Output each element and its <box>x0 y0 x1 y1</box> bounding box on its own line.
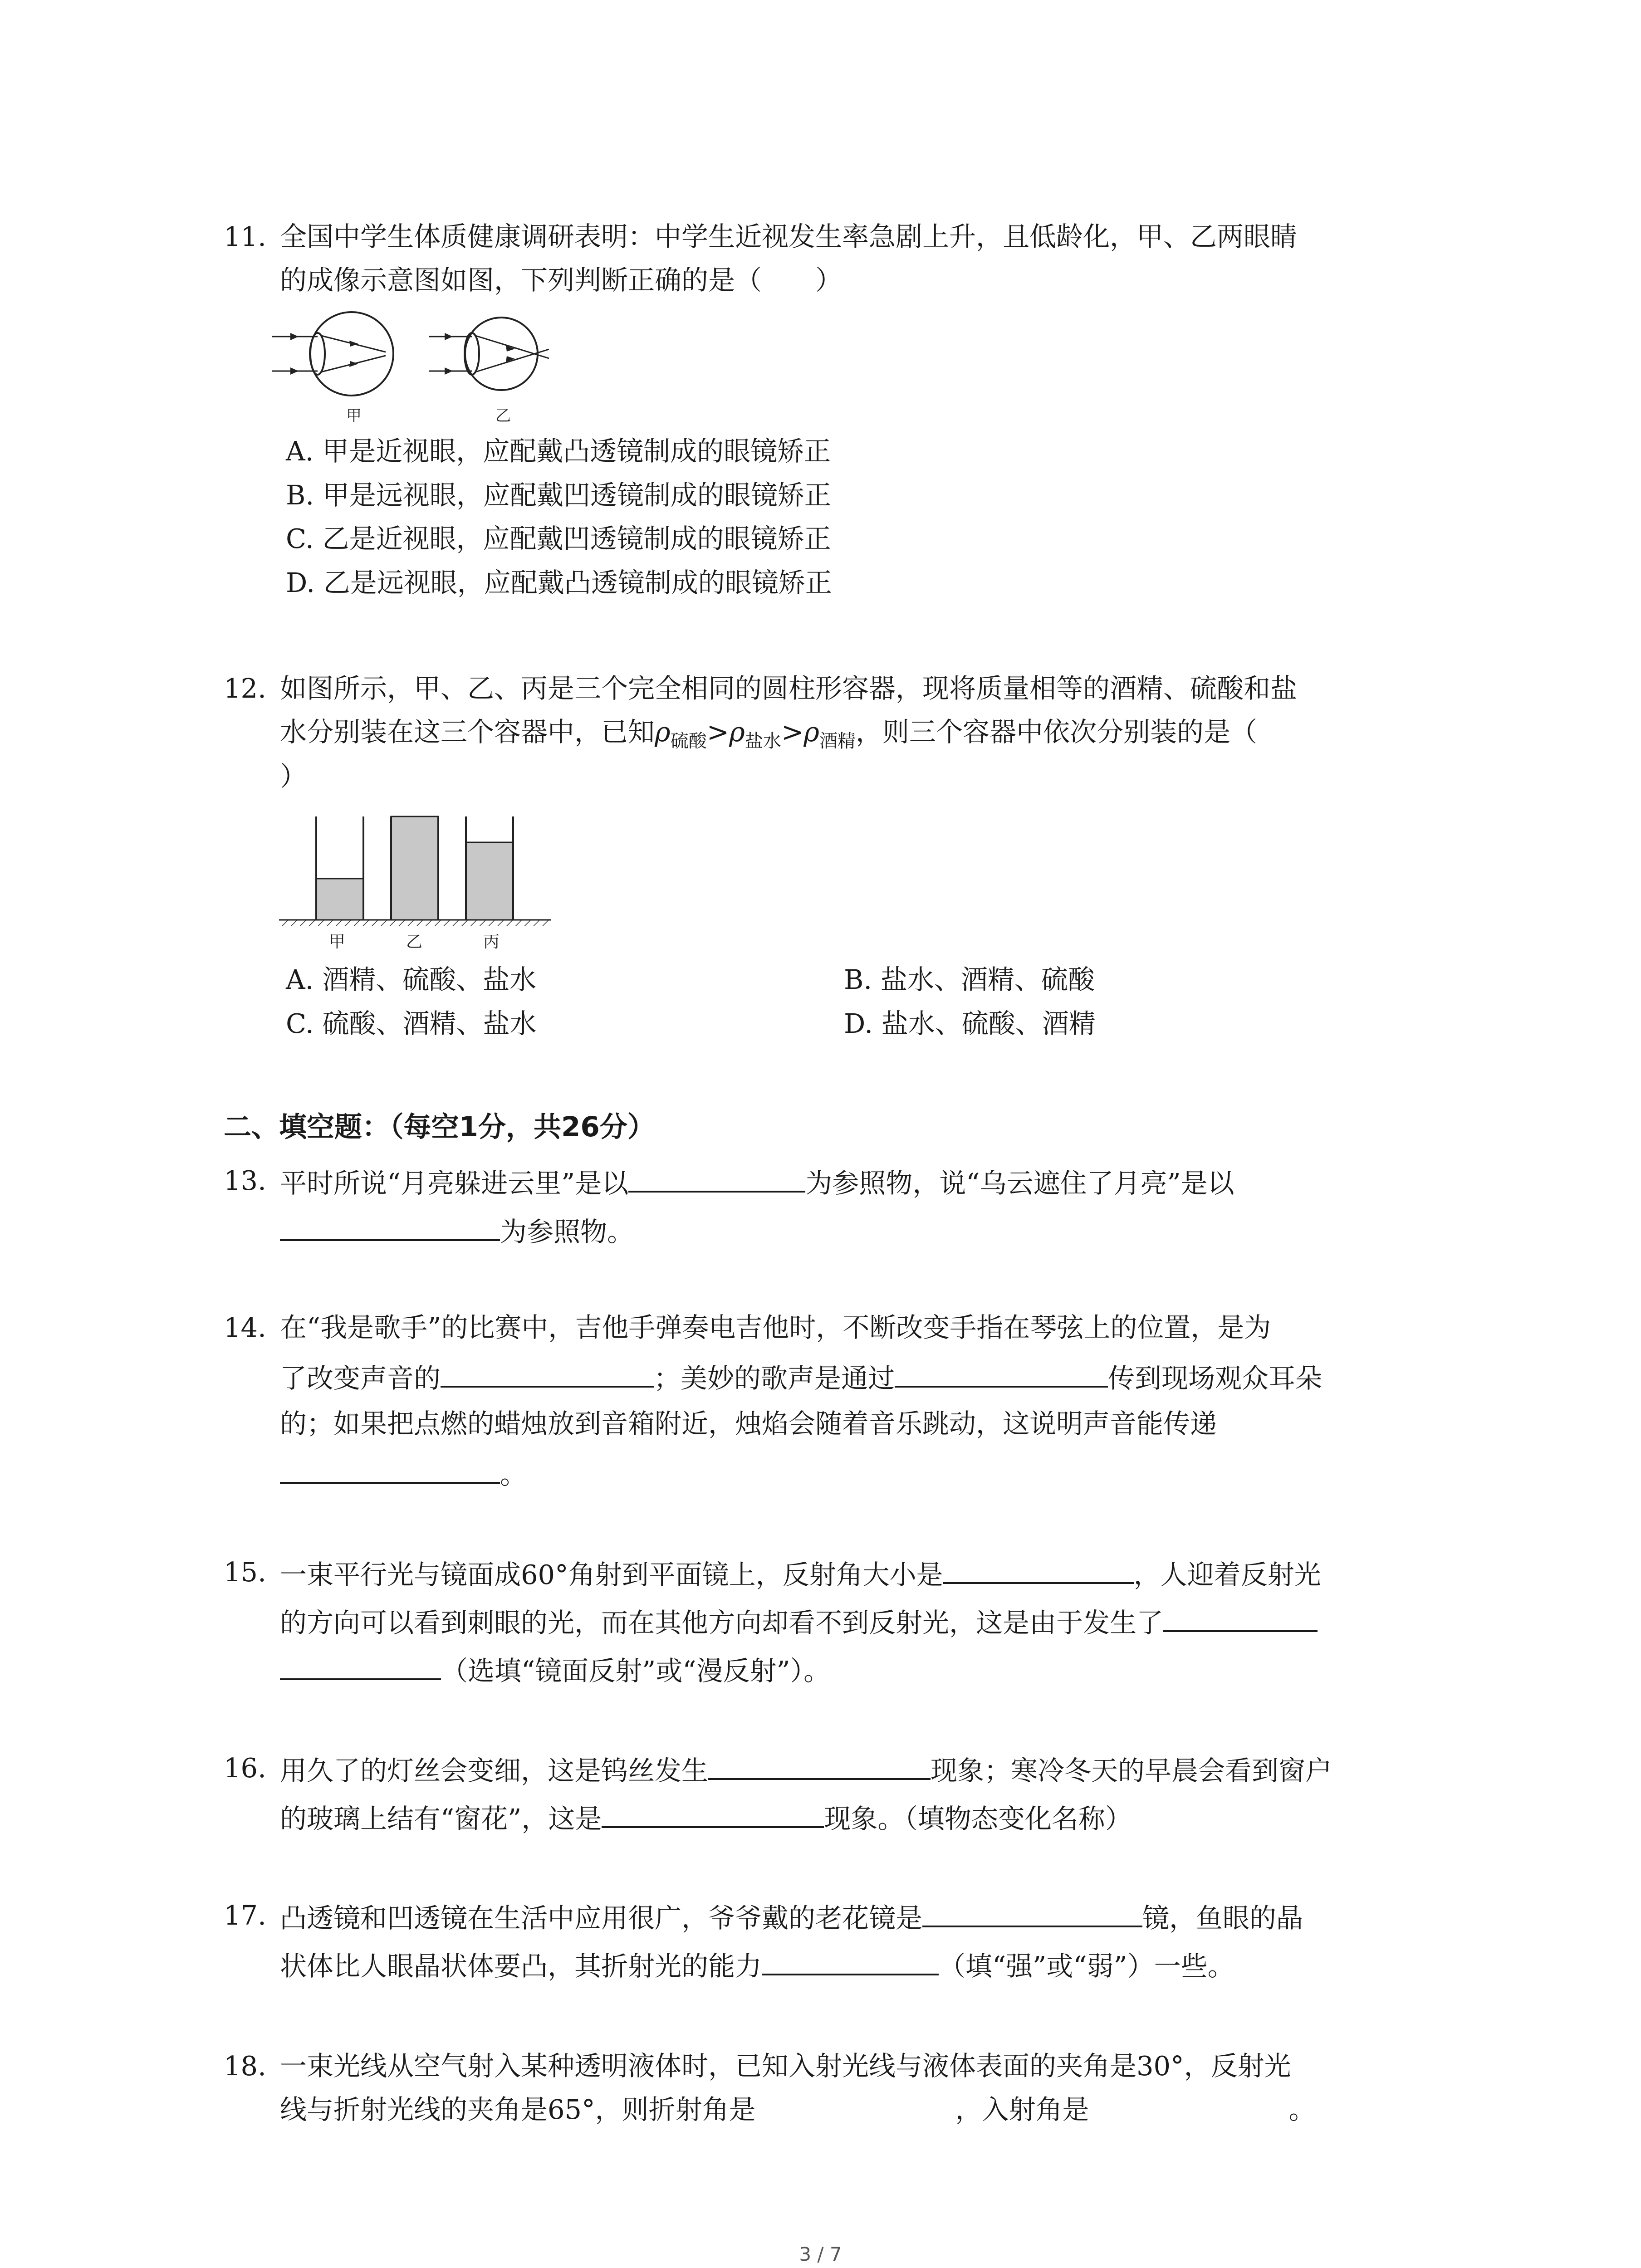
q11-option-a: A. 甲是近视眼，应配戴凸透镜制成的眼镜矫正 <box>286 435 831 467</box>
rho-symbol: ρ <box>729 716 745 748</box>
q16-text-a: 用久了的灯丝会变细，这是钨丝发生 <box>280 1755 709 1786</box>
q12-line2 <box>280 714 1257 759</box>
rho-symbol: ρ <box>803 716 819 748</box>
q15-blank-2[interactable] <box>1163 1602 1318 1632</box>
q12-line3: ） <box>280 761 307 792</box>
liquid-bing <box>466 842 513 920</box>
q11-line1: 全国中学生体质健康调研表明：中学生近视发生率急剧上升，且低龄化，甲、乙两眼睛 <box>280 221 1298 252</box>
container-label-bing: 丙 <box>483 933 500 951</box>
q14-text-c: 传到现场观众耳朵 <box>1108 1363 1323 1394</box>
ground-hatch <box>279 920 551 926</box>
q12-option-d: D. 盐水、硫酸、酒精 <box>844 1008 1096 1039</box>
q12-line2-pre: 水分别装在这三个容器中，已知 <box>280 716 655 748</box>
liquid-jia <box>316 879 363 920</box>
q16-line2 <box>280 1798 1132 1837</box>
q13-text-c: 为参照物。 <box>500 1216 634 1247</box>
q16-number: 16. <box>224 1752 266 1784</box>
gt-symbol: > <box>706 716 730 748</box>
q17-text-b: 镜，鱼眼的晶 <box>1142 1902 1303 1934</box>
rho-symbol: ρ <box>655 716 671 748</box>
q15-line2 <box>280 1602 1318 1641</box>
q13-number: 13. <box>224 1165 266 1196</box>
q13-text-a: 平时所说“月亮躲进云里”是以 <box>280 1168 629 1199</box>
eye-a-label: 甲 <box>346 407 362 425</box>
q18-line2 <box>280 2092 1316 2128</box>
q15-blank-1[interactable] <box>943 1554 1134 1584</box>
q14-line1: 在“我是歌手”的比赛中，吉他手弹奏电吉他时，不断改变手指在琴弦上的位置，是为 <box>280 1312 1271 1343</box>
q14-line2 <box>280 1358 1322 1397</box>
q18-text-b: ，入射角是 <box>955 2094 1089 2125</box>
q15-text-b: ，人迎着反射光 <box>1133 1559 1321 1590</box>
q14-text-d: 。 <box>500 1459 527 1490</box>
q11-option-b: B. 甲是远视眼，应配戴凹透镜制成的眼镜矫正 <box>286 479 831 511</box>
container-yi <box>391 816 438 920</box>
q17-text-c: 状体比人眼晶状体要凸，其折射光的能力 <box>280 1950 762 1982</box>
q14-number: 14. <box>224 1312 266 1343</box>
q13-blank-1[interactable] <box>628 1163 805 1193</box>
q11-option-c: C. 乙是近视眼，应配戴凹透镜制成的眼镜矫正 <box>286 523 831 554</box>
container-bing <box>466 816 513 920</box>
gt-symbol: > <box>781 716 804 748</box>
q17-blank-2[interactable] <box>762 1945 939 1975</box>
q17-text-d: （填“强”或“弱”）一些。 <box>939 1950 1234 1982</box>
section-heading: 二、填空题：（每空1分，共26分） <box>224 1111 655 1143</box>
q15-text-d: （选填“镜面反射”或“漫反射”）。 <box>441 1655 831 1686</box>
q13-line2 <box>280 1211 634 1250</box>
rho-sub-brine: 盐水 <box>745 730 781 752</box>
q16-line1 <box>280 1750 1332 1789</box>
q11-line2: 的成像示意图如图，下列判断正确的是（ ） <box>280 264 843 296</box>
q13-text-b: 为参照物，说“乌云遮住了月亮”是以 <box>805 1168 1234 1199</box>
q13-blank-2[interactable] <box>280 1211 500 1241</box>
q16-text-d: 现象。（填物态变化名称） <box>824 1803 1132 1834</box>
q12-option-b: B. 盐水、酒精、硫酸 <box>844 964 1095 995</box>
q16-blank-2[interactable] <box>602 1798 824 1828</box>
q18-text-a: 线与折射光线的夹角是65°，则折射角是 <box>280 2094 756 2125</box>
q16-text-c: 的玻璃上结有“窗花”，这是 <box>280 1803 602 1834</box>
eye-b-label: 乙 <box>495 407 511 425</box>
q15-blank-2-cont[interactable] <box>280 1650 441 1680</box>
container-jia <box>316 816 363 920</box>
eye-diagram <box>272 308 572 426</box>
q12-number: 12. <box>224 673 266 704</box>
q12-line1: 如图所示，甲、乙、丙是三个完全相同的圆柱形容器，现将质量相等的酒精、硫酸和盐 <box>280 673 1298 704</box>
q17-line1 <box>280 1897 1303 1936</box>
q14-line3: 的；如果把点燃的蜡烛放到音箱附近，烛焰会随着音乐跳动，这说明声音能传递 <box>280 1408 1217 1439</box>
container-label-yi: 乙 <box>406 933 423 951</box>
q14-text-a: 了改变声音的 <box>280 1363 441 1394</box>
q12-option-a: A. 酒精、硫酸、盐水 <box>286 964 537 995</box>
q16-text-b: 现象；寒冷冬天的早晨会看到窗户 <box>931 1755 1332 1786</box>
page-number: 3 / 7 <box>799 2243 842 2265</box>
q14-line4 <box>280 1454 527 1493</box>
eye-a <box>272 312 393 425</box>
q11-option-d: D. 乙是远视眼，应配戴凸透镜制成的眼镜矫正 <box>286 567 832 598</box>
q15-line3 <box>280 1650 830 1689</box>
q16-blank-1[interactable] <box>708 1750 931 1780</box>
eye-b <box>429 318 549 425</box>
q18-line1: 一束光线从空气射入某种透明液体时，已知入射光线与液体表面的夹角是30°，反射光 <box>280 2050 1291 2082</box>
q14-blank-2[interactable] <box>895 1358 1108 1388</box>
q14-text-b: ；美妙的歌声是通过 <box>654 1363 895 1394</box>
rho-sub-alcohol: 酒精 <box>819 730 856 752</box>
q17-line2 <box>280 1945 1234 1984</box>
q17-text-a: 凸透镜和凹透镜在生活中应用很广，爷爷戴的老花镜是 <box>280 1902 923 1934</box>
container-diagram <box>279 803 560 953</box>
q15-number: 15. <box>224 1556 266 1588</box>
q13-line1 <box>280 1163 1234 1202</box>
q18-text-c: 。 <box>1288 2094 1316 2125</box>
q17-blank-1[interactable] <box>922 1897 1142 1927</box>
rho-sub-sulfuric: 硫酸 <box>670 730 707 752</box>
container-label-jia: 甲 <box>329 933 346 951</box>
q15-text-a: 一束平行光与镜面成60°角射到平面镜上，反射角大小是 <box>280 1559 943 1590</box>
q18-number: 18. <box>224 2050 266 2082</box>
q11-number: 11. <box>224 221 266 252</box>
liquid-yi <box>391 816 438 920</box>
q15-line1 <box>280 1554 1321 1593</box>
q14-blank-3[interactable] <box>280 1454 500 1484</box>
q15-text-c: 的方向可以看到刺眼的光，而在其他方向却看不到反射光，这是由于发生了 <box>280 1607 1164 1638</box>
q12-line2-post: ，则三个容器中依次分别装的是（ <box>855 716 1257 748</box>
q14-blank-1[interactable] <box>441 1358 654 1388</box>
q17-number: 17. <box>224 1900 266 1931</box>
q12-option-c: C. 硫酸、酒精、盐水 <box>286 1008 537 1039</box>
